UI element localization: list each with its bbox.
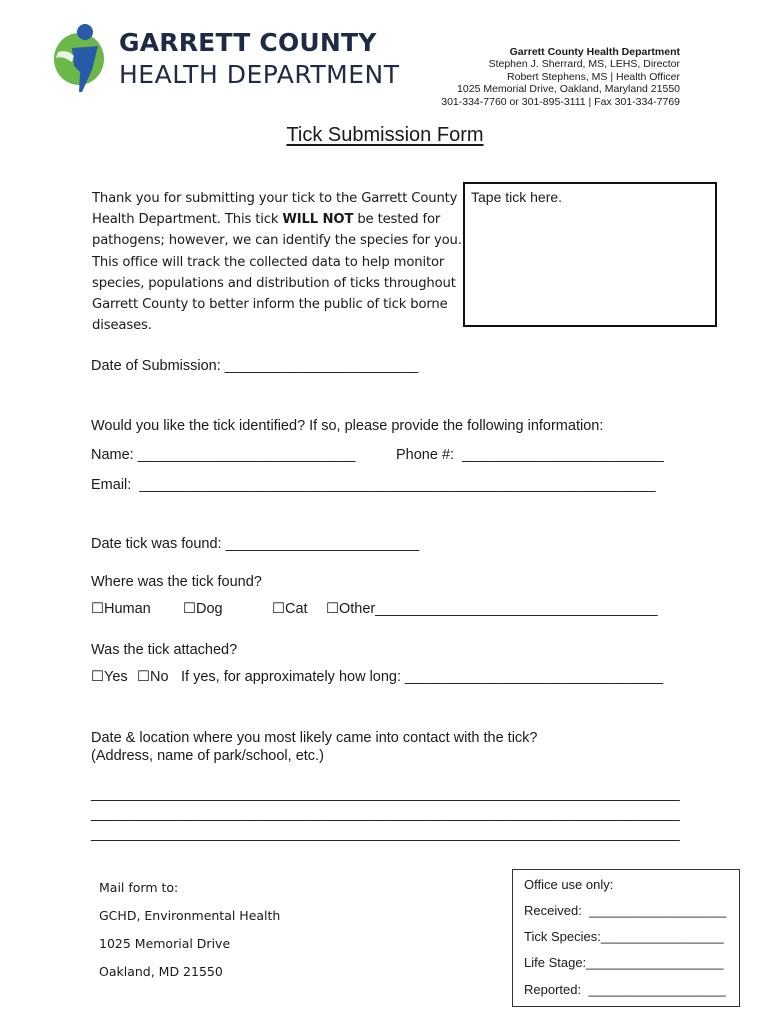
office-use-box — [512, 869, 740, 1007]
intro-bold: WILL NOT — [282, 212, 354, 228]
email-field[interactable]: Email: ________________________________________________________________ — [91, 477, 656, 493]
mail-to-block — [99, 874, 280, 986]
option-dog-checkbox[interactable]: ☐Dog — [183, 601, 223, 617]
where-found-question: Where was the tick found? — [91, 574, 262, 590]
mail-heading: Mail form to: — [99, 880, 179, 895]
office-life-stage-field: Life Stage:___________________ — [524, 955, 724, 970]
page-title: Tick Submission Form — [286, 124, 484, 146]
mail-line-2: 1025 Memorial Drive — [99, 936, 231, 951]
option-human-checkbox[interactable]: ☐Human — [91, 601, 151, 617]
logo-title: GARRETT COUNTY — [119, 28, 377, 57]
address-street: 1025 Memorial Drive, Oakland, Maryland 21550 — [457, 83, 680, 96]
office-heading: Office use only: — [524, 877, 614, 892]
identify-question: Would you like the tick identified? If so, please provide the following information: — [91, 418, 604, 434]
tape-tick-label: Tape tick here. — [471, 189, 563, 205]
intro-text-2: be tested for pathogens; however, we can identify the species for you. This office will track the collected data to help monitor species, populations and distribution of ticks throughout Garrett County to better inform the public of tick borne diseases. — [92, 212, 462, 334]
date-found-field[interactable]: Date tick was found: ________________________ — [91, 536, 420, 552]
logo-subtitle: HEALTH DEPARTMENT — [119, 60, 400, 89]
attached-question: Was the tick attached? — [91, 642, 238, 658]
office-species-field: Tick Species:_________________ — [524, 929, 724, 944]
option-cat-checkbox[interactable]: ☐Cat — [272, 601, 308, 617]
attached-duration-field[interactable]: If yes, for approximately how long: ________________________________ — [181, 669, 664, 685]
mail-line-3: Oakland, MD 21550 — [99, 964, 223, 979]
attached-no-checkbox[interactable]: ☐No — [137, 669, 169, 685]
mail-line-1: GCHD, Environmental Health — [99, 908, 281, 923]
health-department-logo-icon — [52, 22, 112, 94]
address-phone: 301-334-7760 or 301-895-3111 | Fax 301-334-7769 — [441, 95, 680, 108]
contact-question: Date & location where you most likely came into contact with the tick? — [91, 730, 538, 746]
address-director: Stephen J. Sherrard, MS, LEHS, Director — [488, 58, 680, 71]
date-of-submission-field[interactable]: Date of Submission: ________________________ — [91, 358, 419, 374]
address-health-officer: Robert Stephens, MS | Health Officer — [507, 70, 680, 83]
phone-field[interactable]: Phone #: _________________________ — [396, 447, 664, 463]
attached-yes-checkbox[interactable]: ☐Yes — [91, 669, 128, 685]
office-reported-field: Reported: ___________________ — [524, 982, 726, 997]
name-field[interactable]: Name: ___________________________ — [91, 447, 356, 463]
office-received-field: Received: ___________________ — [524, 903, 727, 918]
option-other-checkbox[interactable]: ☐Other___________________________________ — [326, 601, 658, 617]
address-org: Garrett County Health Department — [509, 46, 680, 58]
intro-text-1: Thank you for submitting your tick to the Garrett County Health Department. This tick — [92, 191, 458, 228]
contact-hint: (Address, name of park/school, etc.) — [91, 748, 324, 764]
tape-tick-box[interactable] — [463, 182, 717, 327]
department-address-block — [441, 46, 680, 108]
contact-blank-line-3[interactable]: _________________________________________________________________________ — [91, 826, 680, 842]
contact-blank-line-1[interactable]: _________________________________________________________________________ — [91, 786, 680, 802]
intro-paragraph — [92, 188, 462, 336]
contact-blank-line-2[interactable]: _________________________________________________________________________ — [91, 806, 680, 822]
